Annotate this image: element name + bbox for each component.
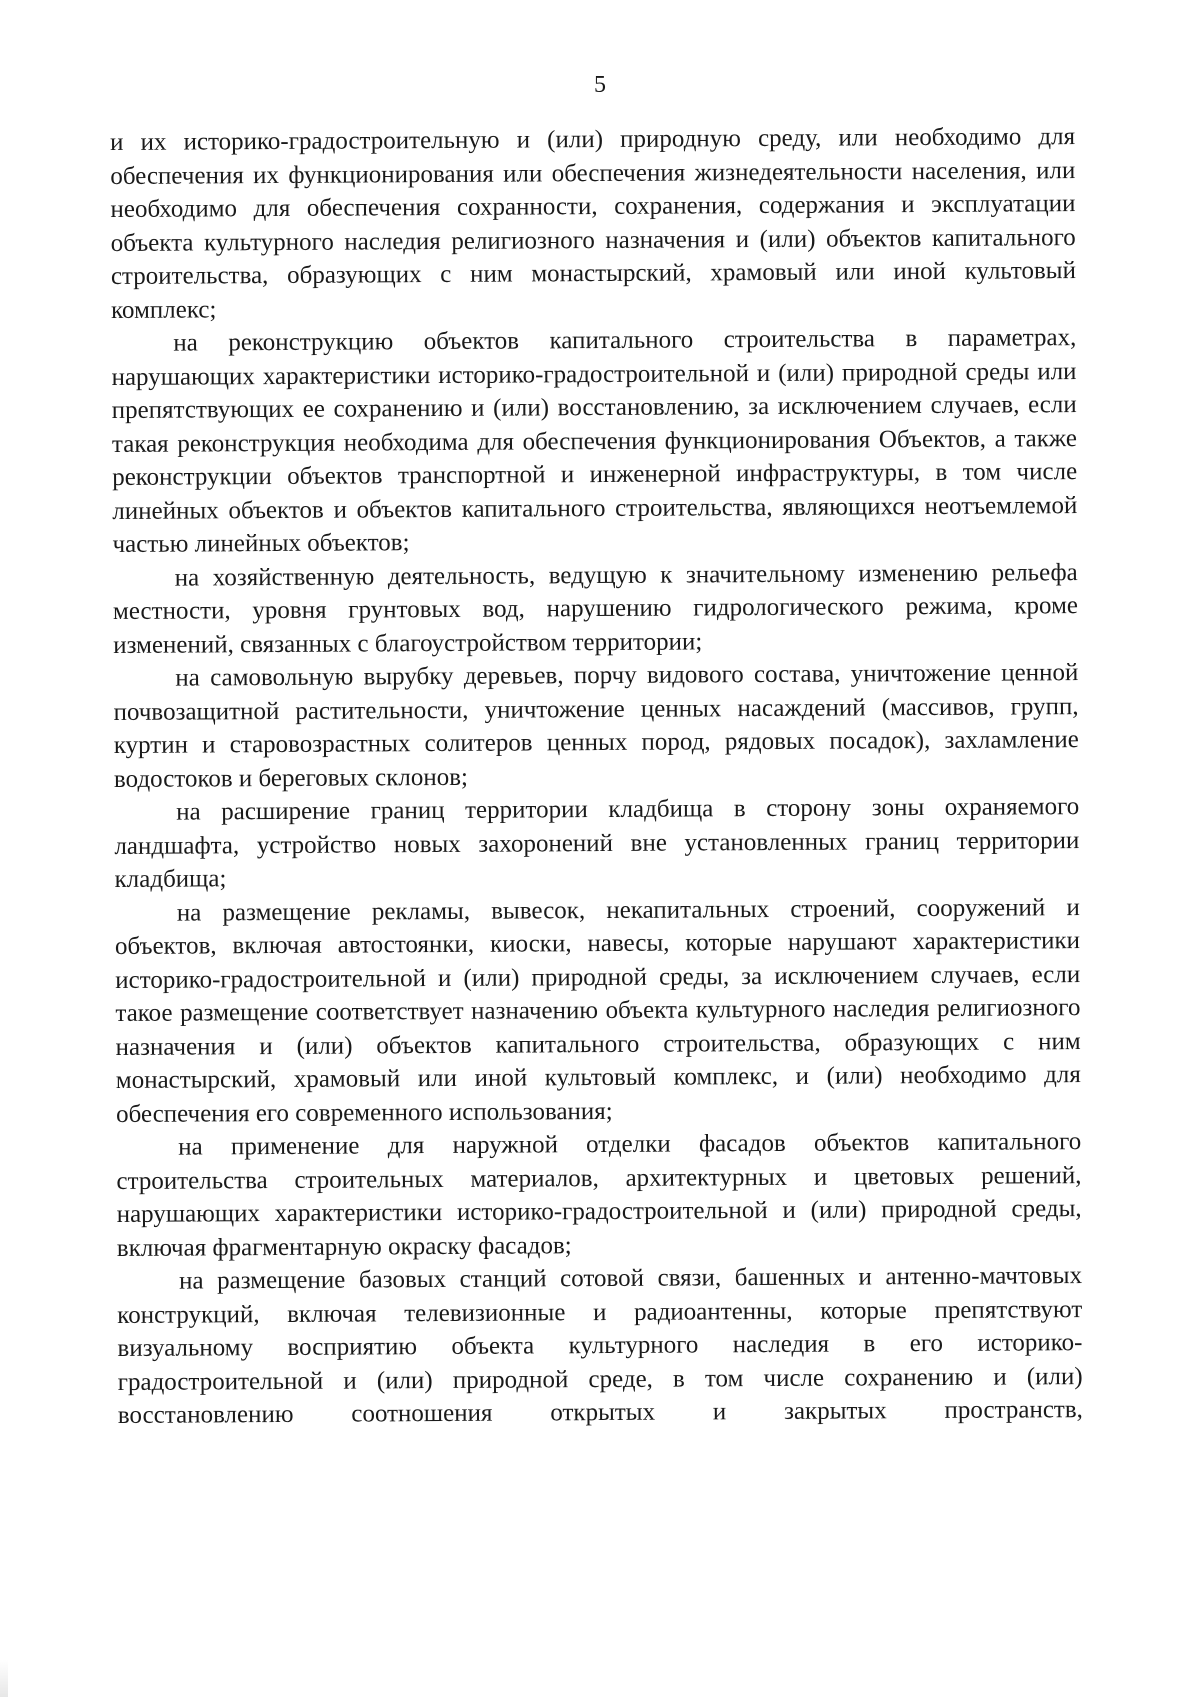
document-body [110,120,1083,1432]
scan-edge-mark [0,1660,8,1697]
paragraph-4: на самовольную вырубку деревьев, порчу видового состава, уничтожение ценной почвозащитной растительности, уничтожение ценных насаждений (массивов, групп, куртин и старовозрастных солитеров ценных пород, рядовых посадок), захламление водостоков и береговых склонов; [113,659,1079,793]
paragraph-2: на реконструкцию объектов капитального строительства в параметрах, нарушающих характеристики историко-градостроительной и (или) природной среды или препятствующих ее сохранению и (или) восстановлению, за исключением случаев, если такая реконструкция необходима для обеспечения функционирования Объектов, а также реконструкции объектов транспортной и инженерной инфраструктуры, в том числе линейных объектов и объектов капитального строительства, являющихся неотъемлемой частью линейных объектов; [111,324,1078,558]
paragraph-6: на размещение рекламы, вывесок, некапитальных строений, сооружений и объектов, включая автостоянки, киоски, навесы, которые нарушают характеристики историко-градостроительной и (или) природной среды, за исключением случаев, если такое размещение соответствует назначению объекта культурного наследия религиозного назначения и (или) объектов капитального строительства, образующих с ним монастырский, храмовый или иной культовый комплекс, и (или) необходимо для обеспечения его современного использования; [114,893,1081,1128]
page-number: 5 [594,72,606,98]
paragraph-7: на применение для наружной отделки фасадов объектов капитального строительства строительных материалов, архитектурных и цветовых решений, нарушающих характеристики историко-градостроительной и (или) природной среды, включая фрагментарную окраску фасадов; [116,1128,1082,1262]
paragraph-8: на размещение базовых станций сотовой связи, башенных и антенно-мачтовых конструкций, включая телевизионные и радиоантенны, которые препятствуют визуальному восприятию объекта культурного наследия в его историко-градостроительной и (или) природной среде, в том числе сохранению и (или) восстановлению соотношения открытых и закрытых пространств, [117,1262,1083,1429]
paragraph-5: на расширение границ территории кладбища в сторону зоны охраняемого ландшафта, устройство новых захоронений вне установленных границ территории кладбища; [114,793,1080,893]
paragraph-1: и их историко-градостроительную и (или) природную среду, или необходимо для обеспечения их функционирования или обеспечения жизнедеятельности населения, или необходимо для обеспечения сохранности, сохранения, содержания и эксплуатации объекта культурного наследия религиозного назначения и (или) объектов капитального строительства, образующих с ним монастырский, храмовый или иной культовый комплекс; [110,123,1076,324]
paragraph-3: на хозяйственную деятельность, ведущую к значительному изменению рельефа местности, уровня грунтовых вод, нарушению гидрологического режима, кроме изменений, связанных с благоустройством территории; [112,558,1079,659]
